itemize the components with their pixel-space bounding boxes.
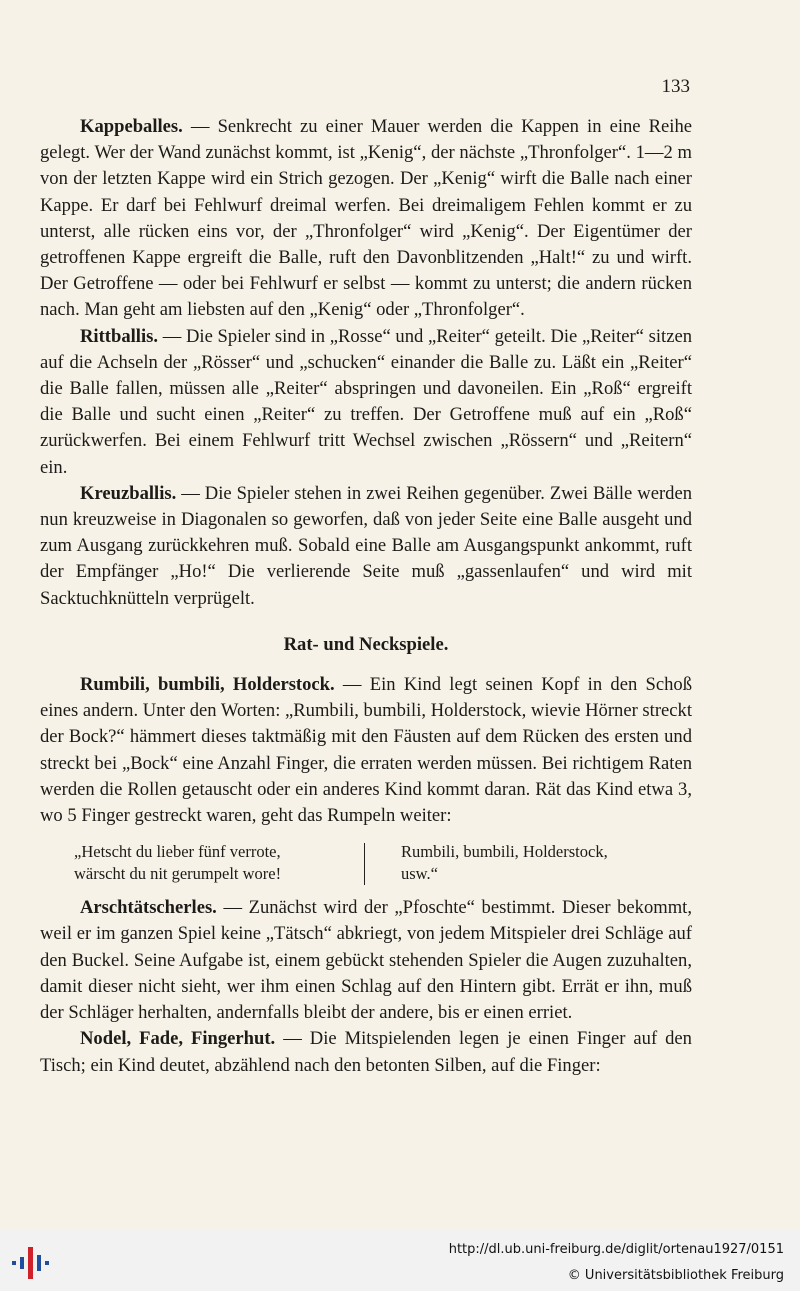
- verse-line: wärscht du nit gerumpelt wore!: [74, 864, 282, 884]
- verse-line: Rumbili, bumbili, Holderstock,: [401, 842, 608, 862]
- paragraph-body: — Die Spieler sind in „Rosse“ und „Reiter“ geteilt. Die „Reiter“ sitzen auf die Achseln der „Rösser“ und „schucken“ einander die Balle zu. Läßt ein „Reiter“ die Balle fallen, müssen alle „Reiter“ abspringen und davoneilen. Ein „Roß“ ergreift die Balle und sucht einen „Reiter“ zu treffen. Der Getroffene muß auf ein „Roß“ zurückwerfen. Bei einem Fehlwurf tritt Wechsel zwischen „Rössern“ und „Reitern“ ein.: [40, 325, 692, 478]
- copyright-text: © Universitätsbibliothek Freiburg: [567, 1268, 784, 1283]
- paragraph-kappeballes: [40, 114, 692, 324]
- paragraph-title: Rumbili, bumbili, Holderstock.: [80, 674, 335, 696]
- paragraph-body: — Senkrecht zu einer Mauer werden die Kappen in eine Reihe gelegt. Wer der Wand zunächst kommt, ist „Kenig“, der nächste „Thronfolger“. 1—2 m von der letzten Kappe wird ein Strich gezogen. Der „Kenig“ wirft die Balle nach einer Kappe. Er darf bei Fehlwurf dreimal werfen. Bei dreimaligem Fehlen kommt er zu unterst, alle rücken eins vor, der „Thronfolger“ wird „Kenig“. Der Eigentümer der getroffenen Kappe ergreift die Balle, ruft den Davonblitzenden „Halt!“ zu und wirft. Der Getroffene — oder bei Fehlwurf er selbst — kommt zu unterst; die andern rücken nach. Man geht am liebsten auf den „Kenig“ oder „Thronfolger“.: [40, 116, 692, 321]
- verse-divider: [364, 843, 365, 885]
- paragraph-nodel: [40, 1026, 692, 1078]
- paragraph-title: Nodel, Fade, Fingerhut.: [80, 1028, 276, 1050]
- footer-bar: [0, 1230, 800, 1291]
- paragraph-title: Kreuzballis.: [80, 482, 177, 504]
- paragraph-body: — Zunächst wird der „Pfoschte“ bestimmt. Dieser bekommt, weil er im ganzen Spiel keine „Tätsch“ abkriegt, von jedem Mitspieler drei Schläge auf den Buckel. Seine Aufgabe ist, einem gebückt stehenden Spieler die Augen zuzuhalten, damit dieser nicht sieht, wer ihm einen Schlag auf den Hintern gibt. Errät er ihn, muß der Schläger herhalten, andernfalls bleibt der andere, bis er einen erriet.: [40, 897, 692, 1024]
- verse-left: [74, 841, 364, 885]
- paragraph-title: Arschtätscherles.: [80, 897, 217, 919]
- page-text: [40, 114, 692, 1079]
- paragraph-title: Kappeballes.: [80, 116, 183, 137]
- paragraph-rittballis: [40, 324, 692, 481]
- verse-line: usw.“: [401, 864, 438, 884]
- paragraph-title: Rittballis.: [80, 325, 158, 347]
- verse-block: [74, 841, 692, 885]
- page-number: 133: [661, 76, 690, 97]
- paragraph-kreuzballis: [40, 481, 692, 612]
- paragraph-body: — Die Mitspielenden legen je einen Finger auf den Tisch; ein Kind deutet, abzählend nach den betonten Silben, auf die Finger:: [40, 1028, 692, 1076]
- paragraph-body: — Ein Kind legt seinen Kopf in den Schoß eines andern. Unter den Worten: „Rumbili, bumbili, Holderstock, wievie Hörner streckt der Bock?“ hämmert dieses taktmäßig mit den Fäusten auf dem Rücken des ersten und streckt bei „Bock“ eine Anzahl Finger, die erraten werden müssen. Bei richtigem Raten werden die Rollen getauscht oder ein anderes Kind kommt daran. Rät das Kind etwa 3, wo 5 Finger gestreckt waren, geht das Rumpeln weiter:: [40, 674, 692, 827]
- paragraph-body: — Die Spieler stehen in zwei Reihen gegenüber. Zwei Bälle werden nun kreuzweise in Diagonalen so geworfen, daß von jeder Seite eine Balle ausgeht und zum Ausgang zurückkehren muß. Sobald eine Balle am Ausgangspunkt ankommt, ruft der Empfänger „Ho!“ Die verlierende Seite muß „gassenlaufen“ und wird mit Sacktuchknütteln verprügelt.: [40, 482, 692, 609]
- section-heading: Rat- und Neckspiele.: [283, 633, 449, 655]
- ub-freiburg-logo-icon[interactable]: [10, 1243, 54, 1283]
- verse-line: „Hetscht du lieber fünf verrote,: [74, 842, 281, 862]
- paragraph-rumbili: [40, 672, 692, 829]
- verse-right: [401, 841, 691, 885]
- source-url-link[interactable]: http://dl.ub.uni-freiburg.de/diglit/ortenau1927/0151: [448, 1242, 784, 1257]
- paragraph-arschtaetscherles: [40, 895, 692, 1026]
